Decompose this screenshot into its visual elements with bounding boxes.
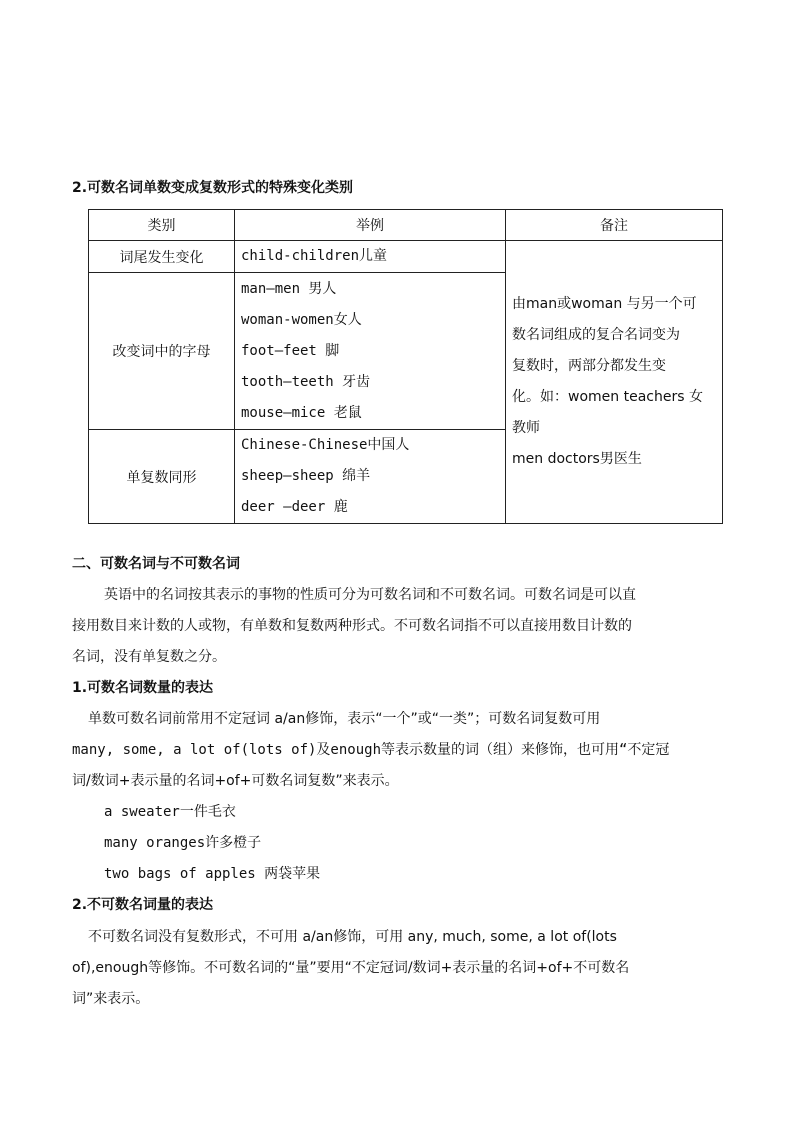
note-line: 数名词组成的复合名词变为 — [512, 327, 680, 343]
paragraph-line: 不可数名词没有复数形式，不可用 a/an修饰，可用 any, much, some, a lot of(lots — [88, 929, 617, 945]
paragraph-line: of),enough等修饰。不可数名词的“量”要用“不定冠词/数词+表示量的名词+of+不可数名 — [72, 960, 630, 976]
header-example: 举例 — [235, 210, 506, 241]
example-item: man—men 男人 — [241, 280, 337, 297]
category-cell: 词尾发生变化 — [89, 241, 235, 273]
example-item: woman-women女人 — [241, 311, 362, 328]
example-item: sheep—sheep 绵羊 — [241, 468, 371, 484]
category-cell: 单复数同形 — [89, 430, 235, 524]
note-line: 教师 — [512, 420, 540, 436]
example-item: deer —deer 鹿 — [241, 499, 348, 515]
examples-cell — [235, 241, 506, 273]
examples-cell — [235, 430, 506, 524]
example-line: a sweater一件毛衣 — [104, 804, 236, 820]
note-line: men doctors男医生 — [512, 451, 642, 467]
intro-line: 英语中的名词按其表示的事物的性质可分为可数名词和不可数名词。可数名词是可以直 — [104, 587, 636, 603]
paragraph-line: 单数可数名词前常用不定冠词 a/an修饰，表示“一个”或“一类”；可数名词复数可用 — [88, 711, 601, 727]
paragraph-line: 词/数词+表示量的名词+of+可数名词复数”来表示。 — [72, 773, 399, 789]
note-line: 化。如：women teachers 女 — [512, 389, 703, 405]
table-row — [89, 241, 723, 273]
paragraph-line: 词”来表示。 — [72, 991, 150, 1007]
header-category: 类别 — [89, 210, 235, 241]
note-cell — [506, 241, 723, 524]
table-header-row — [89, 210, 723, 241]
special-plural-table — [88, 209, 723, 524]
example-item: Chinese-Chinese中国人 — [241, 437, 410, 453]
note-line: 由man或woman 与另一个可 — [512, 296, 697, 312]
paragraph-line: many, some, a lot of(lots of)及enough等表示数量的词（组）来修饰，也可用“不定冠 — [72, 742, 670, 758]
intro-line: 名词，没有单复数之分。 — [72, 649, 226, 665]
category-cell: 改变词中的字母 — [89, 273, 235, 430]
example-line: two bags of apples 两袋苹果 — [104, 866, 321, 882]
header-note: 备注 — [506, 210, 723, 241]
note-line: 复数时，两部分都发生变 — [512, 358, 666, 374]
section-title: 2.可数名词单数变成复数形式的特殊变化类别 — [72, 180, 354, 196]
example-item: child-children儿童 — [241, 248, 388, 264]
example-item: mouse—mice 老鼠 — [241, 404, 362, 421]
example-item: tooth—teeth 牙齿 — [241, 373, 371, 390]
example-item: foot—feet 脚 — [241, 342, 340, 359]
intro-line: 接用数目来计数的人或物，有单数和复数两种形式。不可数名词指不可以直接用数目计数的 — [72, 618, 632, 634]
part-title: 二、可数名词与不可数名词 — [72, 556, 240, 572]
example-line: many oranges许多橙子 — [104, 835, 262, 851]
subsection-title: 1.可数名词数量的表达 — [72, 680, 214, 696]
examples-cell — [235, 273, 506, 430]
subsection-title: 2.不可数名词量的表达 — [72, 897, 214, 913]
